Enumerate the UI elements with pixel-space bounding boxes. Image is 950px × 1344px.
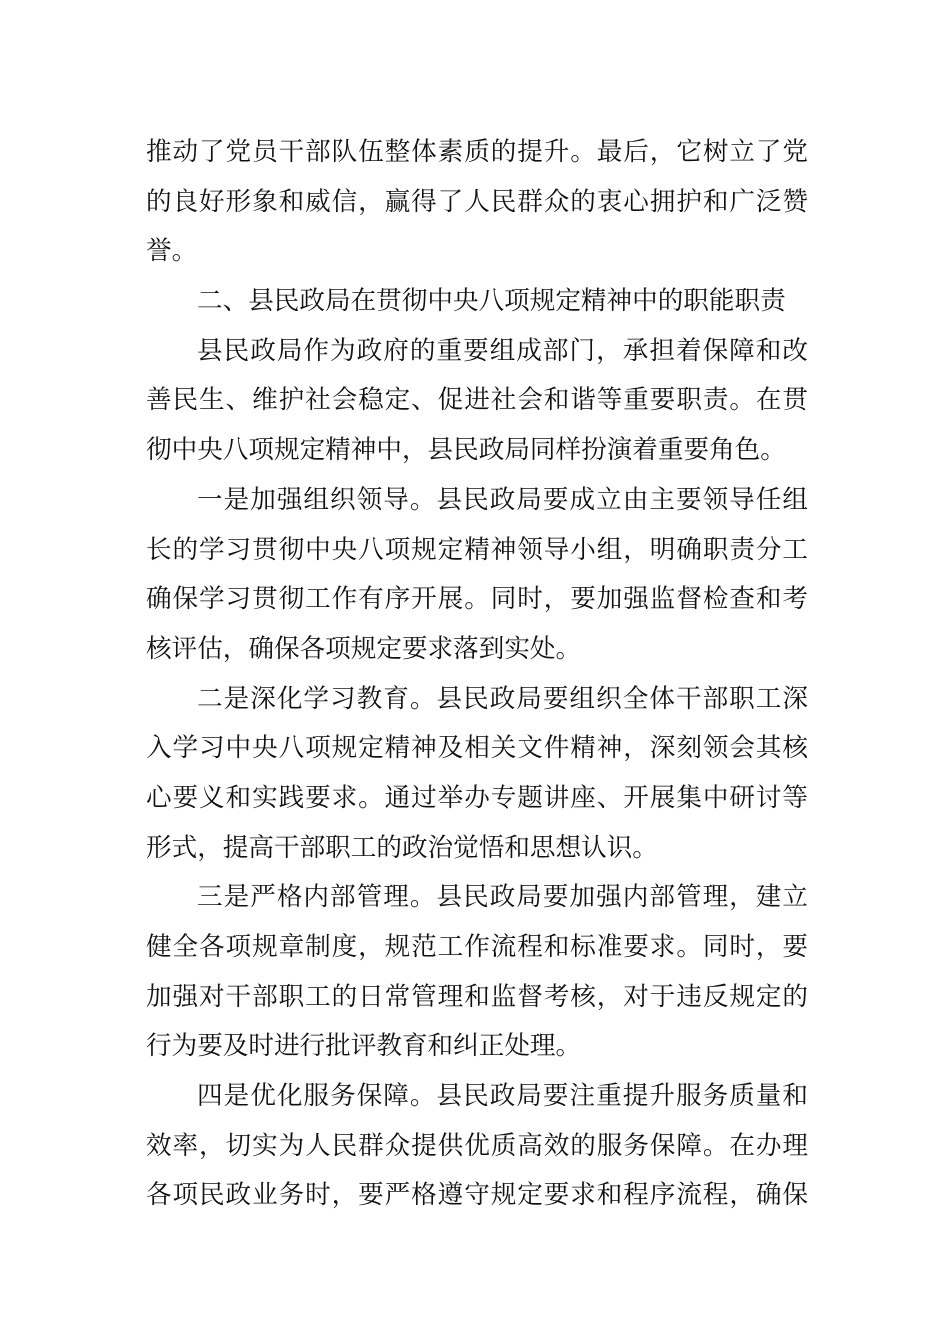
text-line: 彻中央八项规定精神中，县民政局同样扮演着重要角色。	[146, 435, 786, 466]
document-body	[146, 128, 808, 1221]
text-line: 各项民政业务时，要严格遵守规定要求和程序流程，确保	[146, 1180, 808, 1211]
text-line: 长的学习贯彻中央八项规定精神领导小组，明确职责分工	[146, 534, 808, 565]
text-line: 誉。	[146, 236, 198, 267]
text-line: 心要义和实践要求。通过举办专题讲座、开展集中研讨等	[146, 782, 808, 813]
paragraph-first-line: 一是加强组织领导。县民政局要成立由主要领导任组	[197, 484, 808, 515]
text-line: 行为要及时进行批评教育和纠正处理。	[146, 1031, 582, 1062]
text-line: 确保学习贯彻工作有序开展。同时，要加强监督检查和考	[146, 584, 808, 615]
text-line: 核评估，确保各项规定要求落到实处。	[146, 633, 582, 664]
paragraph-first-line: 县民政局作为政府的重要组成部门，承担着保障和改	[197, 335, 808, 366]
text-line: 形式，提高干部职工的政治觉悟和思想认识。	[146, 832, 658, 863]
text-line: 的良好形象和威信，赢得了人民群众的衷心拥护和广泛赞	[146, 186, 808, 217]
text-line: 健全各项规章制度，规范工作流程和标准要求。同时，要	[146, 932, 808, 962]
section-heading: 二、县民政局在贯彻中央八项规定精神中的职能职责	[197, 286, 786, 317]
text-line: 推动了党员干部队伍整体素质的提升。最后，它树立了党	[146, 137, 808, 167]
text-line: 入学习中央八项规定精神及相关文件精神，深刻领会其核	[146, 733, 808, 764]
text-line: 效率，切实为人民群众提供优质高效的服务保障。在办理	[146, 1130, 808, 1161]
paragraph-first-line: 二是深化学习教育。县民政局要组织全体干部职工深	[197, 683, 808, 714]
text-line: 善民生、维护社会稳定、促进社会和谐等重要职责。在贯	[146, 385, 808, 416]
text-line: 加强对干部职工的日常管理和监督考核，对于违反规定的	[146, 981, 808, 1012]
paragraph-first-line: 四是优化服务保障。县民政局要注重提升服务质量和	[197, 1081, 808, 1112]
paragraph-first-line: 三是严格内部管理。县民政局要加强内部管理，建立	[197, 882, 808, 913]
